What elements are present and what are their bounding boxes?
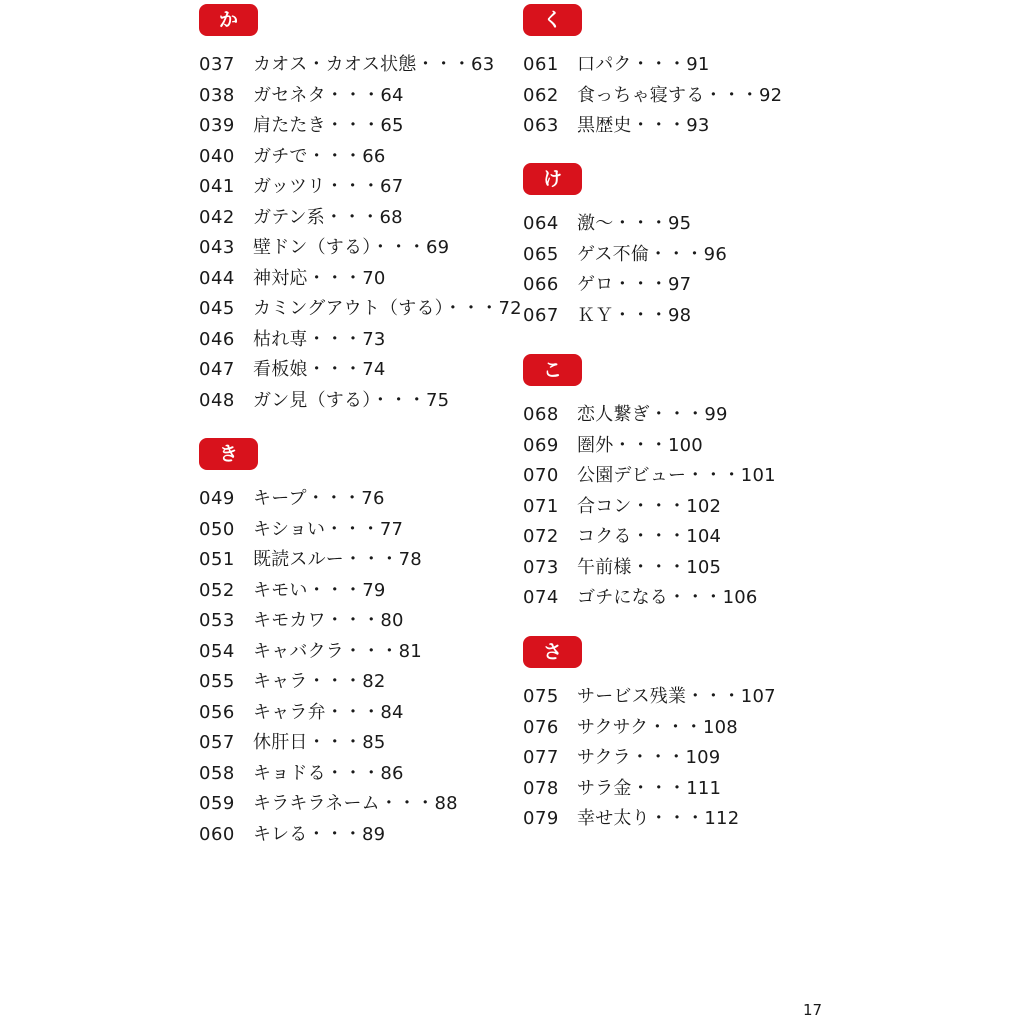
entry-number: 054 [199, 641, 235, 662]
entry-number: 063 [523, 115, 559, 136]
toc-entry[interactable] [199, 233, 449, 263]
entry-text: キャラ・・・82 [253, 671, 386, 692]
entry-text: 黒歴史・・・93 [577, 115, 710, 136]
toc-entry[interactable] [523, 804, 739, 834]
entry-number: 043 [199, 237, 235, 258]
toc-entry[interactable] [523, 50, 710, 80]
entry-number: 076 [523, 717, 559, 738]
toc-entry[interactable] [199, 545, 422, 575]
entry-number: 078 [523, 778, 559, 799]
entry-text: キョドる・・・86 [253, 763, 404, 784]
entry-number: 072 [523, 526, 559, 547]
entry-text: 圏外・・・100 [577, 435, 703, 456]
entry-number: 071 [523, 496, 559, 517]
entry-number: 053 [199, 610, 235, 631]
entry-text: 神対応・・・70 [253, 268, 386, 289]
section-badge-ka: か [199, 4, 258, 36]
toc-entry[interactable] [523, 553, 721, 583]
entry-text: キレる・・・89 [253, 824, 386, 845]
entry-text: サクサク・・・108 [577, 717, 738, 738]
toc-entry[interactable] [523, 713, 738, 743]
entry-text: ガテン系・・・68 [253, 207, 403, 228]
entry-text: ゴチになる・・・106 [577, 587, 758, 608]
entry-text: サービス残業・・・107 [577, 686, 776, 707]
toc-entry[interactable] [199, 759, 404, 789]
entry-number: 079 [523, 808, 559, 829]
entry-text: 恋人繋ぎ・・・99 [577, 404, 728, 425]
toc-entry[interactable] [523, 583, 758, 613]
entry-number: 062 [523, 85, 559, 106]
entry-number: 075 [523, 686, 559, 707]
toc-entry[interactable] [523, 522, 721, 552]
entry-text: カミングアウト（する）・・・72 [253, 298, 522, 319]
toc-entry[interactable] [199, 386, 449, 416]
entry-number: 044 [199, 268, 235, 289]
entry-number: 058 [199, 763, 235, 784]
entry-text: ガッツリ・・・67 [253, 176, 404, 197]
toc-entry[interactable] [523, 774, 721, 804]
toc-entry[interactable] [523, 431, 703, 461]
toc-entry[interactable] [523, 682, 776, 712]
toc-entry[interactable] [523, 743, 720, 773]
entry-number: 046 [199, 329, 235, 350]
entry-text: ガセネタ・・・64 [253, 85, 404, 106]
toc-entry[interactable] [199, 667, 386, 697]
entry-number: 056 [199, 702, 235, 723]
entry-text: コクる・・・104 [577, 526, 722, 547]
toc-entry[interactable] [199, 484, 385, 514]
toc-entry[interactable] [199, 81, 404, 111]
entry-number: 064 [523, 213, 559, 234]
toc-entry[interactable] [199, 172, 403, 202]
toc-entry[interactable] [199, 325, 386, 355]
entry-number: 067 [523, 305, 559, 326]
entry-text: ゲス不倫・・・96 [577, 244, 727, 265]
entry-number: 050 [199, 519, 235, 540]
entry-text: キャバクラ・・・81 [253, 641, 422, 662]
entry-number: 040 [199, 146, 235, 167]
entry-text: 食っちゃ寝する・・・92 [577, 85, 783, 106]
entry-number: 074 [523, 587, 559, 608]
toc-entry[interactable] [523, 301, 691, 331]
toc-entry[interactable] [523, 81, 782, 111]
toc-entry[interactable] [523, 400, 728, 430]
toc-entry[interactable] [199, 142, 386, 172]
toc-entry[interactable] [199, 637, 422, 667]
entry-text: ゲロ・・・97 [577, 274, 692, 295]
toc-entry[interactable] [199, 50, 494, 80]
toc-entry[interactable] [523, 240, 727, 270]
entry-text: キャラ弁・・・84 [253, 702, 404, 723]
toc-entry[interactable] [199, 264, 386, 294]
entry-number: 065 [523, 244, 559, 265]
entry-number: 042 [199, 207, 235, 228]
entry-text: 壁ドン（する）・・・69 [253, 237, 450, 258]
entry-number: 066 [523, 274, 559, 295]
toc-entry[interactable] [199, 355, 386, 385]
entry-text: キモカワ・・・80 [253, 610, 404, 631]
toc-entry[interactable] [199, 820, 385, 850]
entry-text: サクラ・・・109 [577, 747, 721, 768]
entry-number: 048 [199, 390, 235, 411]
entry-number: 055 [199, 671, 235, 692]
entry-text: 午前様・・・105 [577, 557, 722, 578]
entry-number: 059 [199, 793, 235, 814]
toc-entry[interactable] [199, 294, 522, 324]
entry-text: 合コン・・・102 [577, 496, 722, 517]
entry-text: 幸せ太り・・・112 [577, 808, 740, 829]
entry-number: 061 [523, 54, 559, 75]
section-badge-sa: さ [523, 636, 582, 668]
section-badge-ku: く [523, 4, 582, 36]
toc-entry[interactable] [199, 576, 386, 606]
section-badge-ke: け [523, 163, 582, 195]
entry-number: 039 [199, 115, 235, 136]
toc-entry[interactable] [199, 111, 404, 141]
entry-number: 047 [199, 359, 235, 380]
entry-text: キモい・・・79 [253, 580, 386, 601]
entry-number: 060 [199, 824, 235, 845]
entry-number: 069 [523, 435, 559, 456]
entry-text: キープ・・・76 [253, 488, 385, 509]
page-number: 17 [803, 1001, 823, 1019]
entry-number: 041 [199, 176, 235, 197]
entry-number: 070 [523, 465, 559, 486]
entry-text: 肩たたき・・・65 [253, 115, 404, 136]
toc-entry[interactable] [199, 203, 403, 233]
entry-text: ＫＹ・・・98 [577, 305, 692, 326]
entry-number: 068 [523, 404, 559, 425]
entry-number: 073 [523, 557, 559, 578]
entry-number: 038 [199, 85, 235, 106]
entry-text: 既読スルー・・・78 [253, 549, 422, 570]
entry-number: 045 [199, 298, 235, 319]
entry-text: キショい・・・77 [253, 519, 404, 540]
entry-number: 077 [523, 747, 559, 768]
entry-text: 枯れ専・・・73 [253, 329, 386, 350]
entry-text: ガン見（する）・・・75 [253, 390, 450, 411]
toc-entry[interactable] [199, 515, 403, 545]
toc-entry[interactable] [199, 728, 386, 758]
toc-entry[interactable] [523, 461, 776, 491]
toc-entry[interactable] [523, 111, 710, 141]
toc-entry[interactable] [523, 209, 691, 239]
section-badge-ki: き [199, 438, 258, 470]
toc-entry[interactable] [199, 606, 404, 636]
entry-number: 051 [199, 549, 235, 570]
entry-text: サラ金・・・111 [577, 778, 722, 799]
entry-text: カオス・カオス状態・・・63 [253, 54, 495, 75]
toc-entry[interactable] [523, 270, 691, 300]
toc-entry[interactable] [199, 698, 404, 728]
entry-text: 激〜・・・95 [577, 213, 692, 234]
toc-entry[interactable] [523, 492, 721, 522]
toc-entry[interactable] [199, 789, 458, 819]
entry-text: 休肝日・・・85 [253, 732, 386, 753]
entry-text: 口パク・・・91 [577, 54, 710, 75]
entry-number: 037 [199, 54, 235, 75]
entry-text: キラキラネーム・・・88 [253, 793, 458, 814]
section-badge-ko: こ [523, 354, 582, 386]
entry-number: 057 [199, 732, 235, 753]
entry-text: ガチで・・・66 [253, 146, 386, 167]
entry-number: 052 [199, 580, 235, 601]
entry-text: 公園デビュー・・・101 [577, 465, 776, 486]
entry-number: 049 [199, 488, 235, 509]
entry-text: 看板娘・・・74 [253, 359, 386, 380]
